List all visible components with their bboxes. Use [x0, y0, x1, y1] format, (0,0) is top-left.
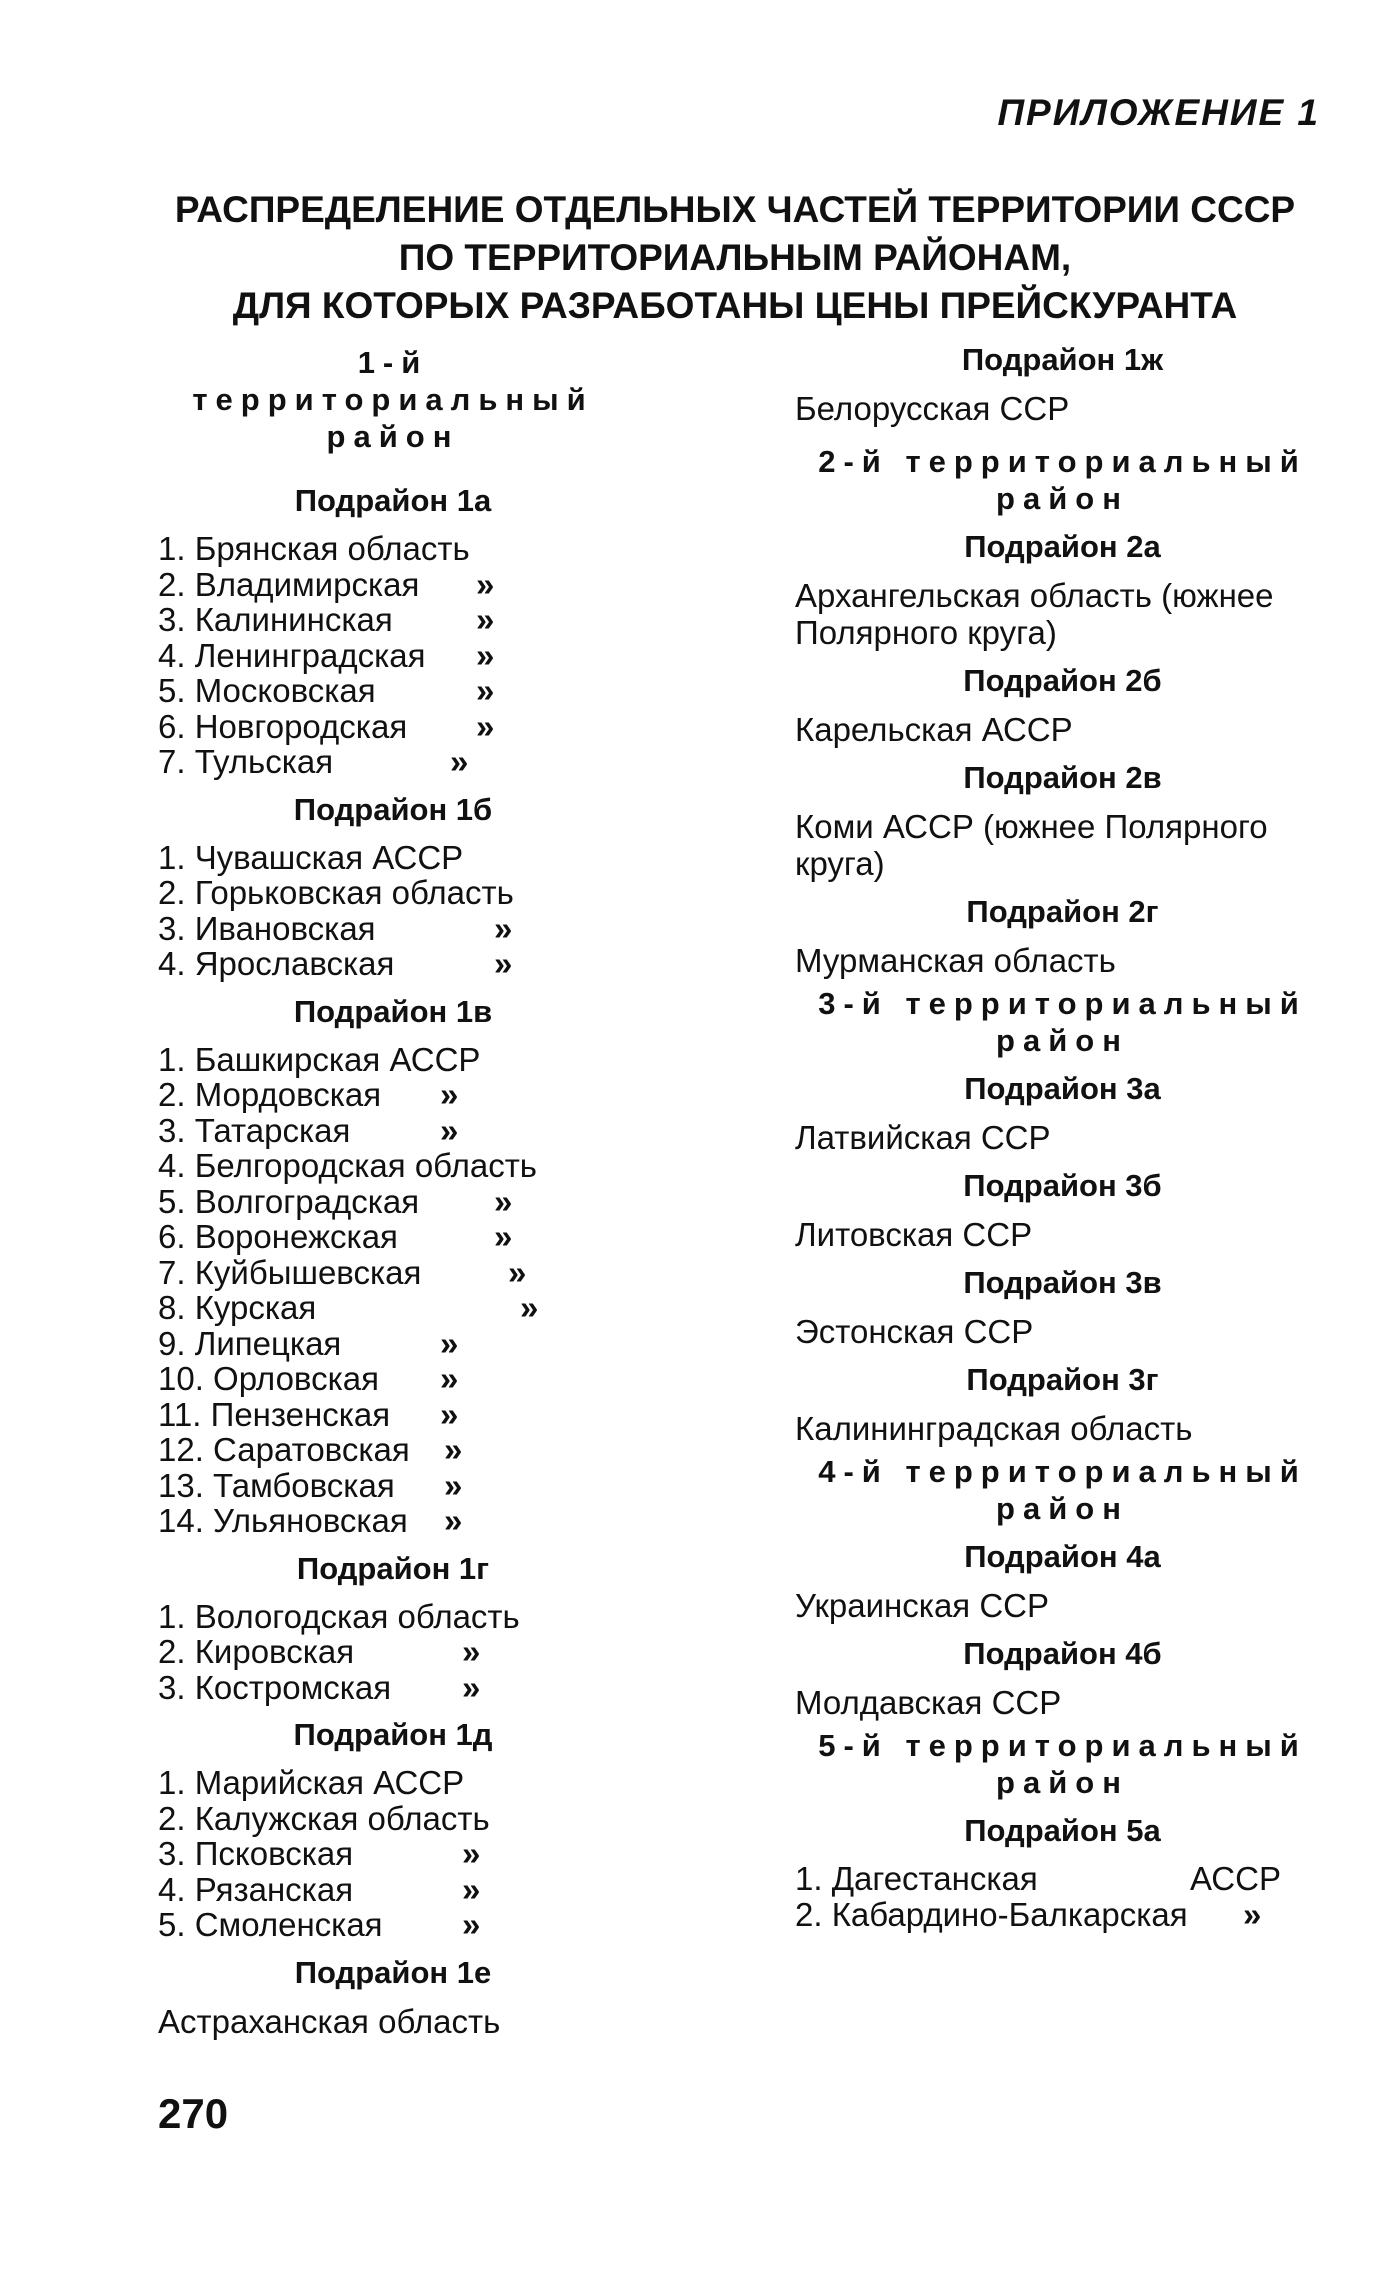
subdistrict-heading: Подрайон 4а [964, 1539, 1161, 1574]
ditto-mark: » [494, 909, 513, 947]
list-item-label: 3. Калининская [158, 601, 393, 638]
region-list [158, 1765, 628, 1943]
subdistrict-heading: Подрайон 1ж [961, 342, 1164, 377]
list-item-label: 3. Татарская [158, 1111, 351, 1149]
subdistrict-heading: Подрайон 2г [966, 894, 1159, 929]
ditto-mark: » [462, 1633, 481, 1670]
ditto-mark: » [462, 1870, 481, 1908]
ditto-mark: » [462, 1668, 481, 1706]
region-text: Белорусская ССР [795, 390, 1070, 427]
list-item [158, 1219, 628, 1255]
list-item-label: 2. Мордовская [158, 1076, 382, 1113]
list-item [158, 1290, 628, 1326]
list-item-label: 14. Ульяновская [158, 1502, 408, 1539]
region-text: Коми АССР (южнее Полярного круга) [795, 808, 1268, 882]
region-list [158, 1042, 628, 1539]
list-item: 1. Чувашская АССР [158, 838, 464, 876]
list-item [158, 1468, 628, 1504]
list-item-label: 9. Липецкая [158, 1324, 342, 1362]
subdistrict-heading: Подрайон 4б [963, 1636, 1162, 1671]
ditto-mark: » [508, 1253, 527, 1291]
list-item [158, 946, 628, 982]
subdistrict-heading: Подрайон 2а [964, 529, 1161, 564]
title-line-3: ДЛЯ КОТОРЫХ РАЗРАБОТАНЫ ЦЕНЫ ПРЕЙСКУРАНТА [232, 285, 1238, 326]
assr-label: АССР [1190, 1860, 1281, 1897]
list-item [158, 1432, 628, 1468]
list-item [158, 1255, 628, 1291]
district-heading: 3-й территориальный район [818, 986, 1307, 1058]
list-item [795, 1861, 1330, 1897]
subdistrict-heading: Подрайон 1д [293, 1717, 493, 1752]
list-item [795, 1897, 1330, 1933]
list-item-label: 13. Тамбовская [158, 1466, 395, 1504]
list-item [158, 1326, 628, 1362]
list-item: 1. Вологодская область [158, 1597, 520, 1635]
region-text: Мурманская область [795, 942, 1116, 979]
list-item [158, 1113, 628, 1149]
list-item [158, 638, 628, 674]
list-item-label: 12. Саратовская [158, 1431, 410, 1468]
list-item [158, 1907, 628, 1943]
list-item-label: 7. Куйбышевская [158, 1253, 422, 1291]
subdistrict-heading: Подрайон 1г [296, 1550, 490, 1586]
list-item-label: 7. Тульская [158, 743, 334, 780]
region-text: Украинская ССР [795, 1587, 1050, 1624]
page-title [140, 186, 1330, 330]
subdistrict-heading: Подрайон 2в [963, 760, 1162, 795]
list-item-label: 10. Орловская [158, 1360, 379, 1397]
title-line-2: ПО ТЕРРИТОРИАЛЬНЫМ РАЙОНАМ, [398, 237, 1072, 278]
district-heading: 5-й территориальный район [818, 1728, 1307, 1800]
list-item-label: 8. Курская [158, 1289, 317, 1326]
list-item: 1. Марийская АССР [158, 1764, 465, 1801]
ditto-mark: » [444, 1502, 463, 1539]
subdistrict-heading: Подрайон 3б [963, 1168, 1162, 1203]
list-item [158, 911, 628, 947]
region-text: Архангельская область (южнее Полярного круга) [795, 577, 1274, 651]
list-item: 2. Калужская область [158, 1799, 490, 1837]
list-item [158, 1836, 628, 1872]
list-item: 1. Брянская область [158, 530, 470, 567]
list-item-label: 1. Дагестанская [795, 1860, 1038, 1897]
list-item [158, 1634, 628, 1670]
list-item-label: 4. Ленинградская [158, 636, 426, 674]
list-item [158, 1184, 628, 1220]
list-item-label: 2. Кировская [158, 1633, 355, 1670]
subdistrict-heading: Подрайон 2б [963, 663, 1162, 698]
subdistrict-heading: Подрайон 3а [964, 1071, 1161, 1106]
region-list [795, 1861, 1330, 1932]
list-item-label: 3. Псковская [158, 1835, 354, 1872]
list-item [158, 602, 628, 638]
ditto-mark: » [462, 1835, 481, 1872]
district-heading: 1-й территориальный район [192, 345, 594, 454]
subdistrict-heading: Подрайон 3в [963, 1265, 1162, 1300]
list-item: 4. Белгородская область [158, 1147, 538, 1184]
title-line-1: РАСПРЕДЕЛЕНИЕ ОТДЕЛЬНЫХ ЧАСТЕЙ ТЕРРИТОРИИ СССР [174, 189, 1296, 230]
ditto-mark: » [476, 672, 495, 709]
ditto-mark: » [476, 565, 495, 603]
list-item [158, 1872, 628, 1908]
list-item-label: 6. Новгородская [158, 707, 408, 745]
ditto-mark: » [494, 1182, 513, 1220]
ditto-mark: » [476, 707, 495, 745]
ditto-mark: » [520, 1289, 539, 1326]
list-item-label: 5. Волгоградская [158, 1182, 420, 1220]
ditto-mark: » [440, 1395, 459, 1433]
subdistrict-heading: Подрайон 3г [966, 1362, 1159, 1397]
region-list [158, 1599, 628, 1706]
ditto-mark: » [494, 945, 513, 982]
ditto-mark: » [462, 1906, 481, 1943]
list-item [158, 1361, 628, 1397]
appendix-label: ПРИЛОЖЕНИЕ 1 [997, 92, 1320, 133]
left-column [158, 338, 628, 2046]
list-item [158, 1397, 628, 1433]
list-item-label: 3. Костромская [158, 1668, 392, 1706]
list-item-label: 4. Рязанская [158, 1870, 354, 1908]
list-item [158, 673, 628, 709]
region-text: Эстонская ССР [795, 1313, 1034, 1350]
list-item [158, 744, 628, 780]
list-item [158, 709, 628, 745]
region-text: Литовская ССР [795, 1216, 1033, 1253]
ditto-mark: » [440, 1111, 459, 1149]
list-item-label: 11. Пензенская [158, 1395, 391, 1433]
right-column [795, 338, 1330, 1932]
region-list [158, 531, 628, 780]
list-item [158, 1503, 628, 1539]
region-text: Астраханская область [158, 2002, 501, 2040]
ditto-mark: » [476, 636, 495, 674]
district-heading: 4-й территориальный район [818, 1454, 1307, 1526]
region-text: Карельская АССР [795, 711, 1073, 748]
list-item-label: 5. Московская [158, 672, 376, 709]
list-item-label: 4. Ярославская [158, 945, 395, 982]
ditto-mark: » [494, 1218, 513, 1255]
list-item-label: 6. Воронежская [158, 1218, 398, 1255]
subdistrict-heading: Подрайон 1в [293, 993, 493, 1029]
subdistrict-heading: Подрайон 5а [964, 1813, 1161, 1848]
ditto-mark: » [1243, 1895, 1262, 1933]
ditto-mark: » [450, 743, 469, 780]
ditto-mark: » [444, 1431, 463, 1468]
ditto-mark: » [440, 1360, 459, 1397]
region-text: Латвийская ССР [795, 1119, 1051, 1156]
ditto-mark: » [440, 1324, 459, 1362]
list-item-label: 3. Ивановская [158, 909, 376, 947]
district-heading: 2-й территориальный район [818, 444, 1307, 516]
subdistrict-heading: Подрайон 1б [293, 791, 493, 827]
region-text: Молдавская ССР [795, 1684, 1062, 1721]
region-text: Калининградская область [795, 1410, 1193, 1447]
subdistrict-heading: Подрайон 1е [294, 1954, 492, 1990]
ditto-mark: » [476, 601, 495, 638]
list-item-label: 2. Кабардино-Балкарская [795, 1895, 1188, 1933]
list-item-label: 5. Смоленская [158, 1906, 383, 1943]
ditto-mark: » [444, 1466, 463, 1504]
list-item: 1. Башкирская АССР [158, 1040, 481, 1078]
page-number: 270 [158, 2090, 229, 2137]
list-item [158, 1670, 628, 1706]
list-item-label: 2. Владимирская [158, 565, 420, 603]
ditto-mark: » [440, 1076, 459, 1113]
list-item: 2. Горьковская область [158, 874, 514, 911]
region-list [158, 840, 628, 982]
subdistrict-heading: Подрайон 1а [294, 483, 492, 518]
list-item [158, 567, 628, 603]
list-item [158, 1077, 628, 1113]
